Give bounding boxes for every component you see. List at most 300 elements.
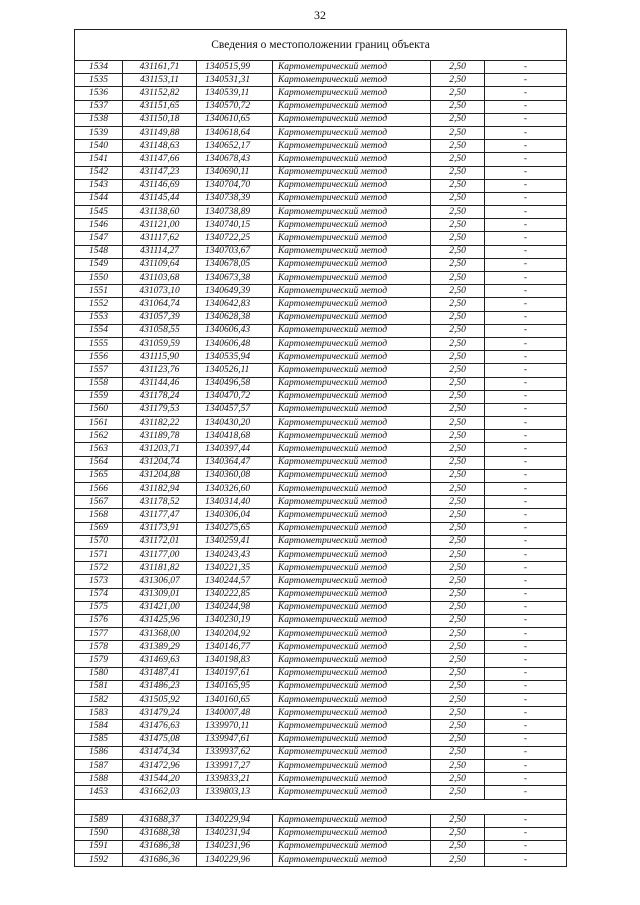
- accuracy-cell: 2,50: [431, 364, 485, 377]
- point-number-cell: 1566: [75, 483, 123, 496]
- note-cell: -: [485, 720, 567, 733]
- table-row: [75, 535, 567, 548]
- table-row: [75, 403, 567, 416]
- note-cell: -: [485, 245, 567, 258]
- x-coordinate-cell: 431306,07: [123, 575, 197, 588]
- x-coordinate-cell: 431476,63: [123, 720, 197, 733]
- x-coordinate-cell: 431138,60: [123, 206, 197, 219]
- point-number-cell: 1541: [75, 153, 123, 166]
- point-number-cell: 1543: [75, 179, 123, 192]
- y-coordinate-cell: 1340221,35: [197, 562, 273, 575]
- x-coordinate-cell: 431686,38: [123, 840, 197, 853]
- point-number-cell: 1545: [75, 206, 123, 219]
- point-number-cell: 1534: [75, 61, 123, 74]
- x-coordinate-cell: 431117,62: [123, 232, 197, 245]
- y-coordinate-cell: 1339833,21: [197, 773, 273, 786]
- y-coordinate-cell: 1340678,43: [197, 153, 273, 166]
- table-row: [75, 390, 567, 403]
- y-coordinate-cell: 1340306,04: [197, 509, 273, 522]
- table-row: [75, 430, 567, 443]
- y-coordinate-cell: 1340606,48: [197, 337, 273, 350]
- note-cell: -: [485, 840, 567, 853]
- method-cell: Картометрический метод: [273, 87, 431, 100]
- x-coordinate-cell: 431115,90: [123, 351, 197, 364]
- method-cell: Картометрический метод: [273, 126, 431, 139]
- table-row: [75, 733, 567, 746]
- point-number-cell: 1574: [75, 588, 123, 601]
- point-number-cell: 1561: [75, 417, 123, 430]
- x-coordinate-cell: 431421,00: [123, 601, 197, 614]
- y-coordinate-cell: 1340204,92: [197, 628, 273, 641]
- y-coordinate-cell: 1340628,38: [197, 311, 273, 324]
- x-coordinate-cell: 431173,91: [123, 522, 197, 535]
- x-coordinate-cell: 431203,71: [123, 443, 197, 456]
- table-row: [75, 153, 567, 166]
- method-cell: Картометрический метод: [273, 562, 431, 575]
- note-cell: -: [485, 337, 567, 350]
- note-cell: -: [485, 628, 567, 641]
- point-number-cell: 1544: [75, 192, 123, 205]
- point-number-cell: 1583: [75, 707, 123, 720]
- point-number-cell: 1552: [75, 298, 123, 311]
- accuracy-cell: 2,50: [431, 430, 485, 443]
- method-cell: Картометрический метод: [273, 694, 431, 707]
- method-cell: Картометрический метод: [273, 456, 431, 469]
- x-coordinate-cell: 431178,24: [123, 390, 197, 403]
- accuracy-cell: 2,50: [431, 773, 485, 786]
- point-number-cell: 1585: [75, 733, 123, 746]
- note-cell: -: [485, 827, 567, 840]
- point-number-cell: 1582: [75, 694, 123, 707]
- table-row: [75, 179, 567, 192]
- y-coordinate-cell: 1339937,62: [197, 746, 273, 759]
- accuracy-cell: 2,50: [431, 153, 485, 166]
- x-coordinate-cell: 431059,59: [123, 337, 197, 350]
- y-coordinate-cell: 1339947,61: [197, 733, 273, 746]
- point-number-cell: 1547: [75, 232, 123, 245]
- y-coordinate-cell: 1340326,60: [197, 483, 273, 496]
- y-coordinate-cell: 1340531,31: [197, 74, 273, 87]
- method-cell: Картометрический метод: [273, 522, 431, 535]
- accuracy-cell: 2,50: [431, 601, 485, 614]
- boundary-coordinates-table: [74, 29, 567, 867]
- note-cell: -: [485, 680, 567, 693]
- y-coordinate-cell: 1340618,64: [197, 126, 273, 139]
- method-cell: Картометрический метод: [273, 483, 431, 496]
- y-coordinate-cell: 1340231,94: [197, 827, 273, 840]
- method-cell: Картометрический метод: [273, 680, 431, 693]
- x-coordinate-cell: 431172,01: [123, 535, 197, 548]
- note-cell: -: [485, 548, 567, 561]
- x-coordinate-cell: 431688,38: [123, 827, 197, 840]
- y-coordinate-cell: 1340397,44: [197, 443, 273, 456]
- table-row: [75, 680, 567, 693]
- accuracy-cell: 2,50: [431, 641, 485, 654]
- point-number-cell: 1557: [75, 364, 123, 377]
- point-number-cell: 1567: [75, 496, 123, 509]
- accuracy-cell: 2,50: [431, 311, 485, 324]
- point-number-cell: 1539: [75, 126, 123, 139]
- x-coordinate-cell: 431472,96: [123, 759, 197, 772]
- accuracy-cell: 2,50: [431, 61, 485, 74]
- table-row: [75, 219, 567, 232]
- y-coordinate-cell: 1340738,89: [197, 206, 273, 219]
- method-cell: Картометрический метод: [273, 430, 431, 443]
- table-row: [75, 773, 567, 786]
- method-cell: Картометрический метод: [273, 707, 431, 720]
- table-row: [75, 417, 567, 430]
- accuracy-cell: 2,50: [431, 390, 485, 403]
- table-row: [75, 641, 567, 654]
- note-cell: -: [485, 232, 567, 245]
- accuracy-cell: 2,50: [431, 192, 485, 205]
- method-cell: Картометрический метод: [273, 311, 431, 324]
- method-cell: Картометрический метод: [273, 61, 431, 74]
- x-coordinate-cell: 431150,18: [123, 113, 197, 126]
- method-cell: Картометрический метод: [273, 759, 431, 772]
- x-coordinate-cell: 431179,53: [123, 403, 197, 416]
- y-coordinate-cell: 1340570,72: [197, 100, 273, 113]
- accuracy-cell: 2,50: [431, 496, 485, 509]
- accuracy-cell: 2,50: [431, 140, 485, 153]
- table-row: [75, 746, 567, 759]
- y-coordinate-cell: 1340364,47: [197, 456, 273, 469]
- y-coordinate-cell: 1340470,72: [197, 390, 273, 403]
- y-coordinate-cell: 1340457,57: [197, 403, 273, 416]
- point-number-cell: 1536: [75, 87, 123, 100]
- note-cell: -: [485, 179, 567, 192]
- table-row: [75, 575, 567, 588]
- method-cell: Картометрический метод: [273, 258, 431, 271]
- method-cell: Картометрический метод: [273, 232, 431, 245]
- note-cell: -: [485, 522, 567, 535]
- method-cell: Картометрический метод: [273, 535, 431, 548]
- table-row: [75, 483, 567, 496]
- point-number-cell: 1535: [75, 74, 123, 87]
- y-coordinate-cell: 1340704,70: [197, 179, 273, 192]
- note-cell: -: [485, 298, 567, 311]
- accuracy-cell: 2,50: [431, 522, 485, 535]
- method-cell: Картометрический метод: [273, 443, 431, 456]
- table-row: [75, 522, 567, 535]
- note-cell: -: [485, 272, 567, 285]
- x-coordinate-cell: 431177,47: [123, 509, 197, 522]
- y-coordinate-cell: 1340673,38: [197, 272, 273, 285]
- y-coordinate-cell: 1340244,57: [197, 575, 273, 588]
- table-row: [75, 232, 567, 245]
- y-coordinate-cell: 1340610,65: [197, 113, 273, 126]
- point-number-cell: 1560: [75, 403, 123, 416]
- table-row: [75, 548, 567, 561]
- x-coordinate-cell: 431152,82: [123, 87, 197, 100]
- point-number-cell: 1592: [75, 854, 123, 867]
- note-cell: -: [485, 575, 567, 588]
- y-coordinate-cell: 1340539,11: [197, 87, 273, 100]
- accuracy-cell: 2,50: [431, 417, 485, 430]
- note-cell: -: [485, 707, 567, 720]
- point-number-cell: 1572: [75, 562, 123, 575]
- accuracy-cell: 2,50: [431, 337, 485, 350]
- note-cell: -: [485, 667, 567, 680]
- accuracy-cell: 2,50: [431, 562, 485, 575]
- page-number: 32: [314, 8, 326, 22]
- method-cell: Картометрический метод: [273, 720, 431, 733]
- accuracy-cell: 2,50: [431, 100, 485, 113]
- x-coordinate-cell: 431425,96: [123, 614, 197, 627]
- method-cell: Картометрический метод: [273, 469, 431, 482]
- note-cell: -: [485, 258, 567, 271]
- table-row: [75, 285, 567, 298]
- accuracy-cell: 2,50: [431, 298, 485, 311]
- point-number-cell: 1546: [75, 219, 123, 232]
- x-coordinate-cell: 431486,23: [123, 680, 197, 693]
- table-row: [75, 667, 567, 680]
- note-cell: -: [485, 390, 567, 403]
- x-coordinate-cell: 431145,44: [123, 192, 197, 205]
- method-cell: Картометрический метод: [273, 285, 431, 298]
- point-number-cell: 1576: [75, 614, 123, 627]
- x-coordinate-cell: 431148,63: [123, 140, 197, 153]
- x-coordinate-cell: 431309,01: [123, 588, 197, 601]
- point-number-cell: 1548: [75, 245, 123, 258]
- y-coordinate-cell: 1340222,85: [197, 588, 273, 601]
- note-cell: -: [485, 219, 567, 232]
- accuracy-cell: 2,50: [431, 206, 485, 219]
- x-coordinate-cell: 431178,52: [123, 496, 197, 509]
- accuracy-cell: 2,50: [431, 272, 485, 285]
- table-row: [75, 100, 567, 113]
- accuracy-cell: 2,50: [431, 707, 485, 720]
- note-cell: -: [485, 746, 567, 759]
- accuracy-cell: 2,50: [431, 351, 485, 364]
- accuracy-cell: 2,50: [431, 113, 485, 126]
- note-cell: -: [485, 654, 567, 667]
- note-cell: -: [485, 814, 567, 827]
- table-title: Сведения о местоположении границ объекта: [75, 30, 567, 61]
- method-cell: Картометрический метод: [273, 298, 431, 311]
- accuracy-cell: 2,50: [431, 509, 485, 522]
- method-cell: Картометрический метод: [273, 364, 431, 377]
- method-cell: Картометрический метод: [273, 575, 431, 588]
- accuracy-cell: 2,50: [431, 654, 485, 667]
- method-cell: Картометрический метод: [273, 814, 431, 827]
- point-number-cell: 1578: [75, 641, 123, 654]
- y-coordinate-cell: 1340198,83: [197, 654, 273, 667]
- point-number-cell: 1553: [75, 311, 123, 324]
- x-coordinate-cell: 431475,08: [123, 733, 197, 746]
- method-cell: Картометрический метод: [273, 746, 431, 759]
- point-number-cell: 1571: [75, 548, 123, 561]
- method-cell: Картометрический метод: [273, 827, 431, 840]
- x-coordinate-cell: 431181,82: [123, 562, 197, 575]
- point-number-cell: 1559: [75, 390, 123, 403]
- method-cell: Картометрический метод: [273, 192, 431, 205]
- method-cell: Картометрический метод: [273, 166, 431, 179]
- table-row: [75, 456, 567, 469]
- y-coordinate-cell: 1340722,25: [197, 232, 273, 245]
- table-row: [75, 496, 567, 509]
- method-cell: Картометрический метод: [273, 733, 431, 746]
- point-number-cell: 1453: [75, 786, 123, 799]
- accuracy-cell: 2,50: [431, 840, 485, 853]
- note-cell: -: [485, 773, 567, 786]
- method-cell: Картометрический метод: [273, 100, 431, 113]
- note-cell: -: [485, 74, 567, 87]
- accuracy-cell: 2,50: [431, 694, 485, 707]
- accuracy-cell: 2,50: [431, 588, 485, 601]
- x-coordinate-cell: 431544,20: [123, 773, 197, 786]
- y-coordinate-cell: 1340738,39: [197, 192, 273, 205]
- note-cell: -: [485, 311, 567, 324]
- point-number-cell: 1537: [75, 100, 123, 113]
- method-cell: Картометрический метод: [273, 496, 431, 509]
- note-cell: -: [485, 786, 567, 799]
- point-number-cell: 1590: [75, 827, 123, 840]
- table-row: [75, 588, 567, 601]
- y-coordinate-cell: 1340146,77: [197, 641, 273, 654]
- point-number-cell: 1555: [75, 337, 123, 350]
- accuracy-cell: 2,50: [431, 443, 485, 456]
- table-row: [75, 377, 567, 390]
- point-number-cell: 1591: [75, 840, 123, 853]
- x-coordinate-cell: 431147,23: [123, 166, 197, 179]
- table-row: [75, 311, 567, 324]
- point-number-cell: 1568: [75, 509, 123, 522]
- y-coordinate-cell: 1340165,95: [197, 680, 273, 693]
- note-cell: -: [485, 694, 567, 707]
- x-coordinate-cell: 431662,03: [123, 786, 197, 799]
- note-cell: -: [485, 614, 567, 627]
- point-number-cell: 1562: [75, 430, 123, 443]
- note-cell: -: [485, 140, 567, 153]
- point-number-cell: 1551: [75, 285, 123, 298]
- method-cell: Картометрический метод: [273, 614, 431, 627]
- y-coordinate-cell: 1339917,27: [197, 759, 273, 772]
- method-cell: Картометрический метод: [273, 509, 431, 522]
- method-cell: Картометрический метод: [273, 206, 431, 219]
- y-coordinate-cell: 1340230,19: [197, 614, 273, 627]
- x-coordinate-cell: 431204,74: [123, 456, 197, 469]
- method-cell: Картометрический метод: [273, 588, 431, 601]
- y-coordinate-cell: 1340418,68: [197, 430, 273, 443]
- table-separator-row: [75, 799, 567, 814]
- point-number-cell: 1573: [75, 575, 123, 588]
- table-row: [75, 786, 567, 799]
- point-number-cell: 1556: [75, 351, 123, 364]
- table-row: [75, 707, 567, 720]
- table-row: [75, 298, 567, 311]
- y-coordinate-cell: 1340515,99: [197, 61, 273, 74]
- table-row: [75, 562, 567, 575]
- table-row: [75, 87, 567, 100]
- x-coordinate-cell: 431479,24: [123, 707, 197, 720]
- note-cell: -: [485, 562, 567, 575]
- y-coordinate-cell: 1340678,05: [197, 258, 273, 271]
- table-row: [75, 192, 567, 205]
- y-coordinate-cell: 1340690,11: [197, 166, 273, 179]
- table-row: [75, 443, 567, 456]
- note-cell: -: [485, 535, 567, 548]
- accuracy-cell: 2,50: [431, 258, 485, 271]
- table-row: [75, 694, 567, 707]
- note-cell: -: [485, 153, 567, 166]
- y-coordinate-cell: 1340496,58: [197, 377, 273, 390]
- method-cell: Картометрический метод: [273, 628, 431, 641]
- x-coordinate-cell: 431064,74: [123, 298, 197, 311]
- note-cell: -: [485, 733, 567, 746]
- separator-cell: [75, 799, 567, 814]
- note-cell: -: [485, 166, 567, 179]
- method-cell: Картометрический метод: [273, 324, 431, 337]
- accuracy-cell: 2,50: [431, 733, 485, 746]
- method-cell: Картометрический метод: [273, 417, 431, 430]
- method-cell: Картометрический метод: [273, 153, 431, 166]
- table-row: [75, 74, 567, 87]
- note-cell: -: [485, 351, 567, 364]
- x-coordinate-cell: 431161,71: [123, 61, 197, 74]
- point-number-cell: 1540: [75, 140, 123, 153]
- x-coordinate-cell: 431123,76: [123, 364, 197, 377]
- table-row: [75, 469, 567, 482]
- y-coordinate-cell: 1340642,83: [197, 298, 273, 311]
- table-row: [75, 840, 567, 853]
- point-number-cell: 1563: [75, 443, 123, 456]
- x-coordinate-cell: 431505,92: [123, 694, 197, 707]
- point-number-cell: 1538: [75, 113, 123, 126]
- x-coordinate-cell: 431182,94: [123, 483, 197, 496]
- accuracy-cell: 2,50: [431, 219, 485, 232]
- x-coordinate-cell: 431487,41: [123, 667, 197, 680]
- note-cell: -: [485, 759, 567, 772]
- x-coordinate-cell: 431368,00: [123, 628, 197, 641]
- table-row: [75, 272, 567, 285]
- point-number-cell: 1542: [75, 166, 123, 179]
- table-row: [75, 509, 567, 522]
- table-row: [75, 245, 567, 258]
- note-cell: -: [485, 641, 567, 654]
- table-row: [75, 337, 567, 350]
- method-cell: Картометрический метод: [273, 641, 431, 654]
- accuracy-cell: 2,50: [431, 469, 485, 482]
- method-cell: Картометрический метод: [273, 337, 431, 350]
- y-coordinate-cell: 1339803,13: [197, 786, 273, 799]
- point-number-cell: 1550: [75, 272, 123, 285]
- table-row: [75, 206, 567, 219]
- point-number-cell: 1558: [75, 377, 123, 390]
- table-row: [75, 720, 567, 733]
- y-coordinate-cell: 1339970,11: [197, 720, 273, 733]
- accuracy-cell: 2,50: [431, 74, 485, 87]
- point-number-cell: 1554: [75, 324, 123, 337]
- x-coordinate-cell: 431389,29: [123, 641, 197, 654]
- method-cell: Картометрический метод: [273, 773, 431, 786]
- note-cell: -: [485, 126, 567, 139]
- point-number-cell: 1584: [75, 720, 123, 733]
- table-row: [75, 140, 567, 153]
- y-coordinate-cell: 1340535,94: [197, 351, 273, 364]
- x-coordinate-cell: 431177,00: [123, 548, 197, 561]
- note-cell: -: [485, 496, 567, 509]
- accuracy-cell: 2,50: [431, 285, 485, 298]
- note-cell: -: [485, 364, 567, 377]
- y-coordinate-cell: 1340259,41: [197, 535, 273, 548]
- point-number-cell: 1588: [75, 773, 123, 786]
- accuracy-cell: 2,50: [431, 628, 485, 641]
- accuracy-cell: 2,50: [431, 232, 485, 245]
- point-number-cell: 1565: [75, 469, 123, 482]
- y-coordinate-cell: 1340160,65: [197, 694, 273, 707]
- accuracy-cell: 2,50: [431, 575, 485, 588]
